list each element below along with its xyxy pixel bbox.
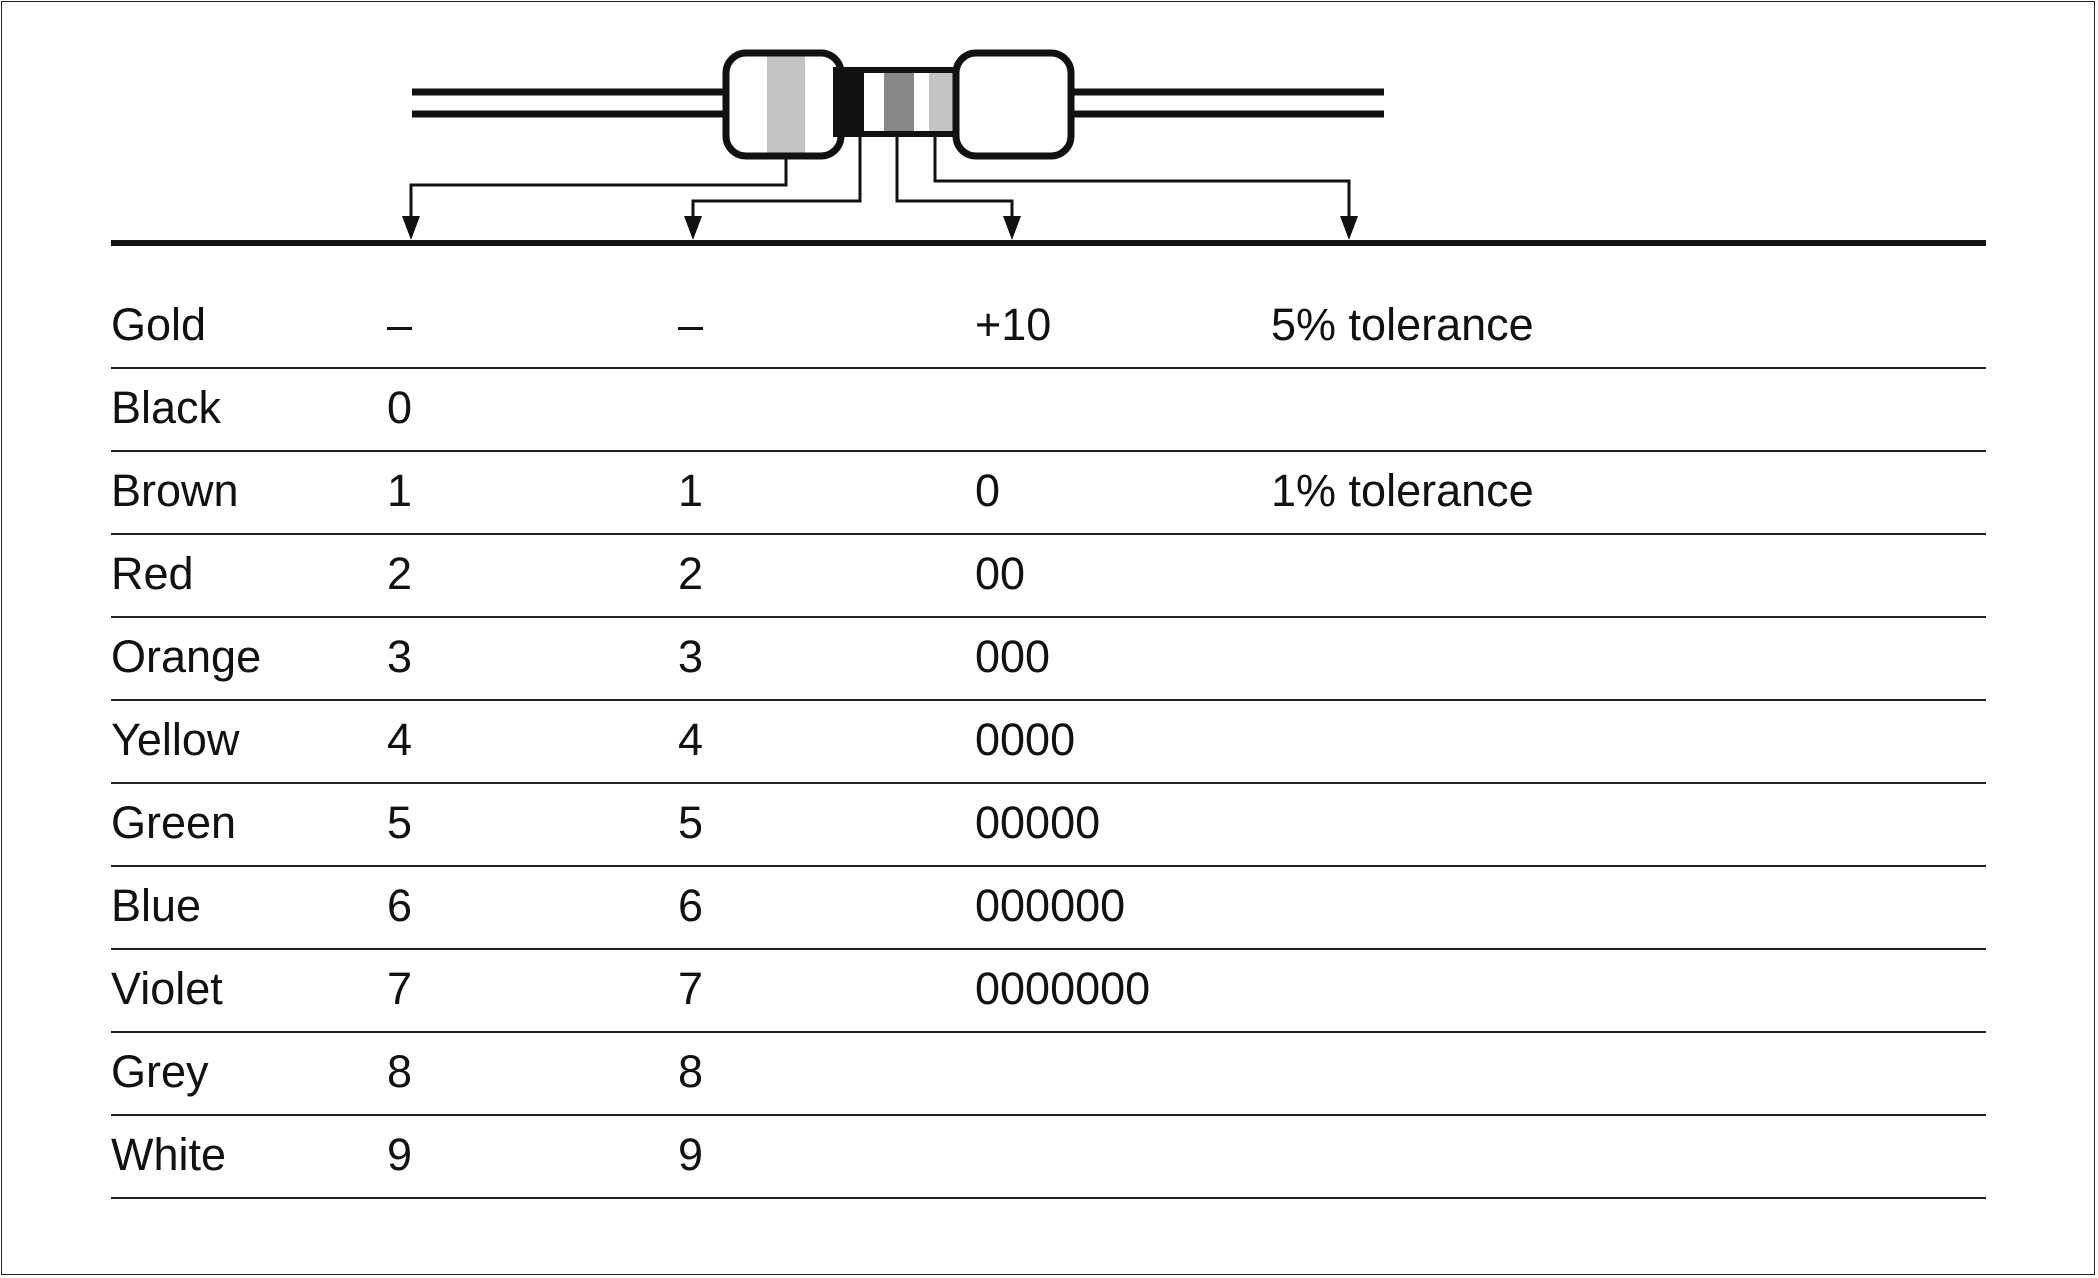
table-row (111, 950, 1986, 1033)
table-row (111, 867, 1986, 950)
color-name: Orange (111, 631, 262, 682)
color-name: Blue (111, 880, 202, 931)
multiplier-value: 000 (975, 631, 1051, 682)
tolerance-value: 1% tolerance (1271, 465, 1534, 516)
band2-digit: 4 (678, 714, 704, 765)
resistor-right-cap (956, 53, 1071, 156)
band1-digit: 9 (387, 1129, 413, 1180)
arrowhead-column-1 (402, 216, 420, 240)
color-name: Grey (111, 1046, 209, 1097)
table-row (111, 369, 1986, 452)
band2-digit: 2 (678, 548, 704, 599)
band1-digit: 5 (387, 797, 413, 848)
band1-digit: 0 (387, 382, 413, 433)
band1-digit: 1 (387, 465, 413, 516)
band1-digit: – (387, 299, 413, 350)
band1-digit: 7 (387, 963, 413, 1014)
table-row (111, 784, 1986, 867)
band-1 (767, 56, 805, 153)
multiplier-value: 0 (975, 465, 1001, 516)
color-name: Violet (111, 963, 223, 1014)
table-row (111, 286, 1986, 369)
resistor-diagram (0, 0, 2098, 260)
arrowhead-column-2 (684, 216, 702, 240)
color-name: Red (111, 548, 194, 599)
multiplier-value: 00 (975, 548, 1026, 599)
band2-digit: 9 (678, 1129, 704, 1180)
band2-digit: 3 (678, 631, 704, 682)
multiplier-value: 0000 (975, 714, 1076, 765)
arrowhead-column-4 (1340, 216, 1358, 240)
band1-digit: 2 (387, 548, 413, 599)
table-row (111, 1033, 1986, 1116)
band2-digit: – (678, 299, 704, 350)
band2-digit: 7 (678, 963, 704, 1014)
table-row (111, 1116, 1986, 1199)
table-row (111, 452, 1986, 535)
multiplier-value: +10 (975, 299, 1052, 350)
color-code-table (111, 286, 1986, 1199)
color-name: Gold (111, 299, 207, 350)
color-name: Yellow (111, 714, 240, 765)
multiplier-value: 0000000 (975, 963, 1151, 1014)
band1-digit: 8 (387, 1046, 413, 1097)
band2-digit: 1 (678, 465, 704, 516)
table-row (111, 701, 1986, 784)
connector-arrowheads (402, 216, 1358, 240)
connector-band-1 (411, 156, 786, 222)
band-connectors (411, 131, 1349, 222)
tolerance-value: 5% tolerance (1271, 299, 1534, 350)
band2-digit: 8 (678, 1046, 704, 1097)
table-row (111, 618, 1986, 701)
table-row (111, 535, 1986, 618)
band2-digit: 5 (678, 797, 704, 848)
arrowhead-column-3 (1003, 216, 1021, 240)
color-name: White (111, 1129, 227, 1180)
band-3 (884, 73, 914, 131)
band1-digit: 4 (387, 714, 413, 765)
color-name: Brown (111, 465, 239, 516)
band1-digit: 6 (387, 880, 413, 931)
multiplier-value: 00000 (975, 797, 1101, 848)
band1-digit: 3 (387, 631, 413, 682)
color-name: Black (111, 382, 222, 433)
band2-digit: 6 (678, 880, 704, 931)
color-name: Green (111, 797, 237, 848)
multiplier-value: 000000 (975, 880, 1126, 931)
